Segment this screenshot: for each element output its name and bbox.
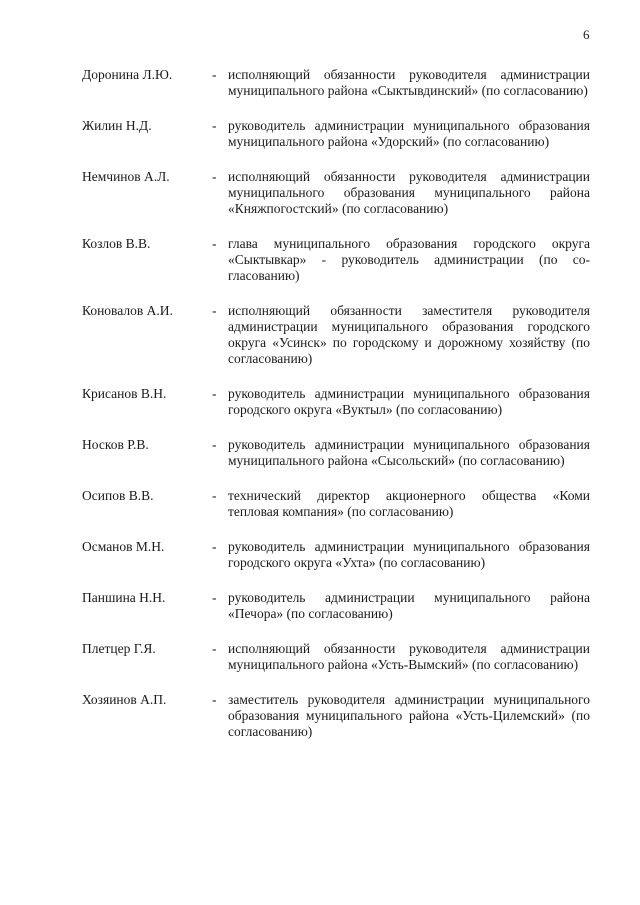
person-name: Хозяинов А.П. <box>82 692 167 707</box>
position-description: руководитель администрации муниципального образования городского округа «Ухта» (по согласованию) <box>228 539 590 570</box>
dash-separator: - <box>212 641 217 656</box>
dash-separator: - <box>212 118 217 133</box>
list-item <box>82 386 590 418</box>
person-name: Козлов В.В. <box>82 236 151 251</box>
person-name: Османов М.Н. <box>82 539 165 554</box>
person-name: Паншина Н.Н. <box>82 590 166 605</box>
person-name: Доронина Л.Ю. <box>82 67 173 82</box>
person-name: Крисанов В.Н. <box>82 386 167 401</box>
person-name: Коновалов А.И. <box>82 303 173 318</box>
person-name: Носков Р.В. <box>82 437 149 452</box>
dash-separator: - <box>212 236 217 251</box>
position-description: исполняющий обязанности руководителя администрации муниципального района «Усть-Вымский» (по согласованию) <box>228 641 590 672</box>
dash-separator: - <box>212 303 217 318</box>
dash-separator: - <box>212 539 217 554</box>
position-description: руководитель администрации муниципального района «Печора» (по согласованию) <box>228 590 590 621</box>
page-number: 6 <box>583 27 590 42</box>
list-item <box>82 692 590 740</box>
list-item <box>82 118 590 150</box>
dash-separator: - <box>212 488 217 503</box>
person-name: Плетцер Г.Я. <box>82 641 156 656</box>
dash-separator: - <box>212 692 217 707</box>
position-description: технический директор акционерного общества «Коми тепловая компания» (по согласованию) <box>228 488 590 519</box>
dash-separator: - <box>212 590 217 605</box>
dash-separator: - <box>212 437 217 452</box>
position-description: руководитель администрации муниципального образования муниципального района «Удорский» (по согласованию) <box>228 118 590 149</box>
person-name: Жилин Н.Д. <box>82 118 152 133</box>
position-description: руководитель администрации муниципального образования муниципального района «Сысольский» (по согласованию) <box>228 437 590 468</box>
position-description: исполняющий обязанности заместителя руководителя администрации муниципального образования городского округа «Усинск» по городскому и дорожному хозяйству (по согласованию) <box>228 303 590 366</box>
list-item <box>82 303 590 367</box>
position-description: исполняющий обязанности руководителя администрации муниципального района «Сыктывдинский» (по согласованию) <box>228 67 590 98</box>
list-item <box>82 437 590 469</box>
dash-separator: - <box>212 386 217 401</box>
list-item <box>82 590 590 622</box>
list-item <box>82 169 590 217</box>
person-name: Немчинов А.Л. <box>82 169 170 184</box>
position-description: исполняющий обязанности руководителя администрации муниципального образования муниципального района «Княжпогостский» (по согласованию) <box>228 169 590 216</box>
person-name: Осипов В.В. <box>82 488 154 503</box>
dash-separator: - <box>212 67 217 82</box>
position-description: руководитель администрации муниципального образования городского округа «Вуктыл» (по согласованию) <box>228 386 590 417</box>
list-item <box>82 236 590 284</box>
officials-list <box>82 67 590 759</box>
position-description: заместитель руководителя администрации муниципального образования муниципального района «Усть-Цилемский» (по согласованию) <box>228 692 590 739</box>
dash-separator: - <box>212 169 217 184</box>
list-item <box>82 641 590 673</box>
list-item <box>82 539 590 571</box>
list-item <box>82 67 590 99</box>
position-description: глава муниципального образования городского округа «Сыктывкар» - руководитель администрации (по согласованию) <box>228 236 590 283</box>
list-item <box>82 488 590 520</box>
